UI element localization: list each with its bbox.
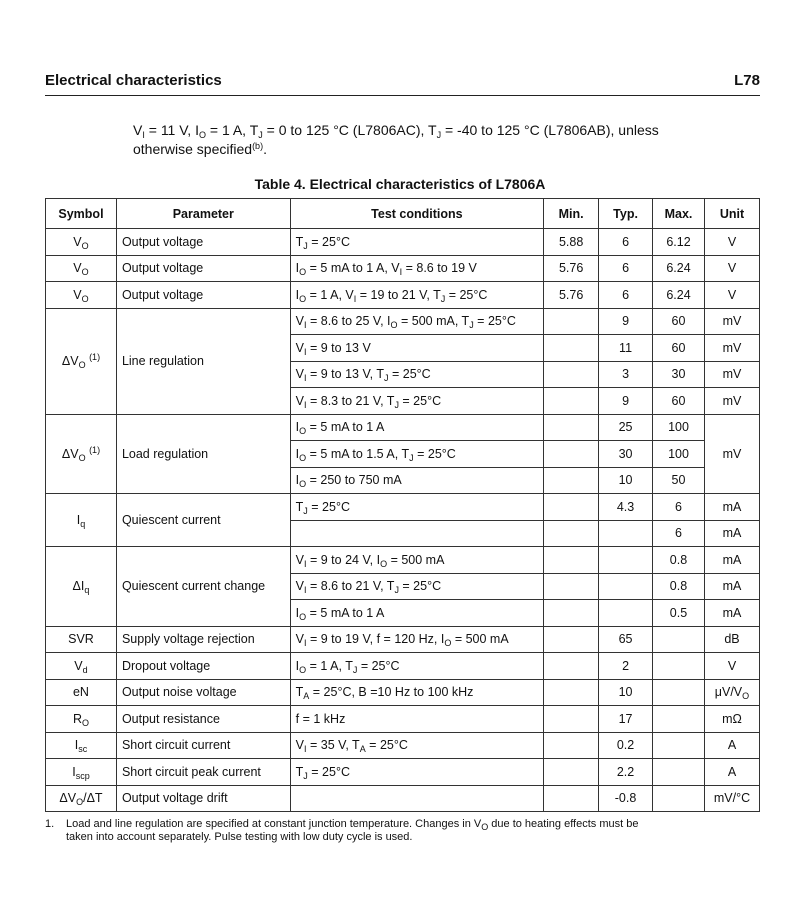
unit-cell: V bbox=[704, 653, 759, 680]
max-cell: 6.24 bbox=[653, 282, 705, 309]
max-cell bbox=[653, 679, 705, 706]
max-cell: 50 bbox=[653, 467, 705, 494]
max-cell: 6.12 bbox=[653, 229, 705, 256]
parameter-cell: Output voltage drift bbox=[116, 785, 290, 812]
symbol-cell: $\Delta V_O$ $^{(1)}$ bbox=[46, 414, 117, 494]
typ-cell: 3 bbox=[599, 361, 653, 388]
parameter-cell: Supply voltage rejection bbox=[116, 626, 290, 653]
table-row bbox=[46, 653, 760, 680]
max-cell bbox=[653, 732, 705, 759]
test-condition-cell: $T_J = 25^\circ C$ bbox=[290, 229, 543, 256]
max-cell bbox=[653, 626, 705, 653]
min-cell bbox=[544, 573, 599, 600]
typ-cell: 0.2 bbox=[599, 732, 653, 759]
intro-line-2: otherwise specified$^{(b)}$. bbox=[133, 141, 267, 157]
parameter-cell: Output voltage bbox=[116, 255, 290, 282]
typ-cell bbox=[599, 573, 653, 600]
intro-line-1: $V_I = 11$ V, $I_O = 1$ A, $T_J = 0$ to 125 °C (L7806AC), $T_J = -40$ to 125 °C (L7806AB), unless bbox=[133, 122, 659, 140]
typ-cell: 30 bbox=[599, 441, 653, 468]
test-condition-cell: $V_I = 9$ to 24 V, $I_O = 500$ mA bbox=[290, 547, 543, 574]
unit-cell: mA bbox=[704, 494, 759, 521]
test-condition-cell: $I_O = 250$ to 750 mA bbox=[290, 467, 543, 494]
symbol-cell: $I_q$ bbox=[46, 494, 117, 547]
header-rule bbox=[45, 95, 760, 96]
unit-cell: mA bbox=[704, 520, 759, 547]
symbol-cell: SVR bbox=[46, 626, 117, 653]
typ-cell: 6 bbox=[599, 229, 653, 256]
parameter-cell: Line regulation bbox=[116, 308, 290, 414]
table-caption: Table 4. Electrical characteristics of L7806A bbox=[254, 176, 546, 192]
table-row bbox=[46, 732, 760, 759]
test-condition-cell: $V_I = 9$ to 19 V, f = 120 Hz, $I_O = 500$ mA bbox=[290, 626, 543, 653]
min-cell bbox=[544, 494, 599, 521]
table-row bbox=[46, 547, 760, 574]
footnote bbox=[45, 818, 755, 844]
typ-cell: 2.2 bbox=[599, 759, 653, 786]
max-cell: 100 bbox=[653, 441, 705, 468]
symbol-cell: $\Delta V_O$ $^{(1)}$ bbox=[46, 308, 117, 414]
test-condition-cell: $I_O = 1$ A, $T_J = 25^\circ C$ bbox=[290, 653, 543, 680]
test-condition-cell: $I_O = 5$ mA to 1 A bbox=[290, 414, 543, 441]
unit-cell: mV/°C bbox=[704, 785, 759, 812]
test-condition-cell bbox=[290, 520, 543, 547]
parameter-cell: Dropout voltage bbox=[116, 653, 290, 680]
parameter-cell: Short circuit current bbox=[116, 732, 290, 759]
table-row bbox=[46, 626, 760, 653]
test-condition-cell: $V_I = 35$ V, $T_A = 25^\circ C$ bbox=[290, 732, 543, 759]
unit-cell: mV bbox=[704, 414, 759, 494]
symbol-cell: $V_d$ bbox=[46, 653, 117, 680]
min-cell bbox=[544, 626, 599, 653]
typ-cell: 25 bbox=[599, 414, 653, 441]
min-cell: 5.88 bbox=[544, 229, 599, 256]
unit-cell: mΩ bbox=[704, 706, 759, 733]
min-cell bbox=[544, 679, 599, 706]
col-header-max: Max. bbox=[653, 199, 705, 229]
test-condition-cell: $V_I = 8.3$ to 21 V, $T_J = 25^\circ C$ bbox=[290, 388, 543, 415]
unit-cell: mA bbox=[704, 547, 759, 574]
table-row bbox=[46, 494, 760, 521]
unit-cell: mA bbox=[704, 573, 759, 600]
col-header-test-conditions: Test conditions bbox=[290, 199, 543, 229]
typ-cell: 65 bbox=[599, 626, 653, 653]
table-header-row bbox=[46, 199, 760, 229]
parameter-cell: Short circuit peak current bbox=[116, 759, 290, 786]
unit-cell: $\mu V/V_O$ bbox=[704, 679, 759, 706]
table-row bbox=[46, 706, 760, 733]
min-cell: 5.76 bbox=[544, 282, 599, 309]
section-title: Electrical characteristics bbox=[45, 72, 222, 89]
col-header-min: Min. bbox=[544, 199, 599, 229]
unit-cell: V bbox=[704, 282, 759, 309]
typ-cell: 17 bbox=[599, 706, 653, 733]
col-header-symbol: Symbol bbox=[46, 199, 117, 229]
unit-cell: dB bbox=[704, 626, 759, 653]
parameter-cell: Output noise voltage bbox=[116, 679, 290, 706]
test-condition-cell: f = 1 kHz bbox=[290, 706, 543, 733]
table-row bbox=[46, 282, 760, 309]
electrical-characteristics-table bbox=[45, 198, 760, 812]
col-header-parameter: Parameter bbox=[116, 199, 290, 229]
table-row bbox=[46, 759, 760, 786]
parameter-cell: Load regulation bbox=[116, 414, 290, 494]
max-cell bbox=[653, 785, 705, 812]
test-condition-cell: $V_I = 8.6$ to 21 V, $T_J = 25^\circ C$ bbox=[290, 573, 543, 600]
max-cell bbox=[653, 653, 705, 680]
col-header-unit: Unit bbox=[704, 199, 759, 229]
typ-cell: 2 bbox=[599, 653, 653, 680]
min-cell bbox=[544, 414, 599, 441]
table-row bbox=[46, 679, 760, 706]
max-cell: 60 bbox=[653, 308, 705, 335]
typ-cell: 6 bbox=[599, 255, 653, 282]
min-cell bbox=[544, 732, 599, 759]
max-cell: 0.8 bbox=[653, 547, 705, 574]
test-condition-cell bbox=[290, 785, 543, 812]
typ-cell: -0.8 bbox=[599, 785, 653, 812]
test-condition-cell: $V_I = 9$ to 13 V, $T_J = 25^\circ C$ bbox=[290, 361, 543, 388]
symbol-cell: $I_{sc}$ bbox=[46, 732, 117, 759]
unit-cell: mA bbox=[704, 600, 759, 627]
min-cell: 5.76 bbox=[544, 255, 599, 282]
min-cell bbox=[544, 335, 599, 362]
unit-cell: mV bbox=[704, 361, 759, 388]
unit-cell: mV bbox=[704, 335, 759, 362]
parameter-cell: Output voltage bbox=[116, 282, 290, 309]
table-body bbox=[46, 229, 760, 812]
min-cell bbox=[544, 600, 599, 627]
unit-cell: V bbox=[704, 255, 759, 282]
footnote-number: 1. bbox=[45, 818, 55, 830]
typ-cell: 9 bbox=[599, 308, 653, 335]
max-cell: 100 bbox=[653, 414, 705, 441]
table-row bbox=[46, 255, 760, 282]
parameter-cell: Output resistance bbox=[116, 706, 290, 733]
conditions-intro bbox=[133, 121, 753, 159]
footnote-line-1: Load and line regulation are specified at constant junction temperature. Changes in $V_O$ due to heating effects must be bbox=[66, 818, 639, 832]
table-row bbox=[46, 785, 760, 812]
min-cell bbox=[544, 467, 599, 494]
table-row bbox=[46, 308, 760, 335]
unit-cell: A bbox=[704, 732, 759, 759]
min-cell bbox=[544, 308, 599, 335]
min-cell bbox=[544, 547, 599, 574]
parameter-cell: Quiescent current bbox=[116, 494, 290, 547]
col-header-typ: Typ. bbox=[599, 199, 653, 229]
test-condition-cell: $T_J = 25^\circ C$ bbox=[290, 494, 543, 521]
symbol-cell: $I_{scp}$ bbox=[46, 759, 117, 786]
unit-cell: A bbox=[704, 759, 759, 786]
max-cell: 0.5 bbox=[653, 600, 705, 627]
max-cell: 30 bbox=[653, 361, 705, 388]
max-cell bbox=[653, 706, 705, 733]
max-cell: 60 bbox=[653, 335, 705, 362]
symbol-cell: $R_O$ bbox=[46, 706, 117, 733]
typ-cell bbox=[599, 600, 653, 627]
test-condition-cell: $V_I = 9$ to 13 V bbox=[290, 335, 543, 362]
max-cell: 60 bbox=[653, 388, 705, 415]
symbol-cell: $V_O$ bbox=[46, 229, 117, 256]
symbol-cell: $V_O$ bbox=[46, 282, 117, 309]
symbol-cell: $V_O$ bbox=[46, 255, 117, 282]
test-condition-cell: $I_O = 5$ mA to 1.5 A, $T_J = 25^\circ C$ bbox=[290, 441, 543, 468]
typ-cell: 10 bbox=[599, 679, 653, 706]
table-row bbox=[46, 229, 760, 256]
max-cell: 6 bbox=[653, 494, 705, 521]
symbol-cell: $\Delta I_q$ bbox=[46, 547, 117, 627]
table-row bbox=[46, 414, 760, 441]
typ-cell: 9 bbox=[599, 388, 653, 415]
parameter-cell: Quiescent current change bbox=[116, 547, 290, 627]
test-condition-cell: $V_I = 8.6$ to 25 V, $I_O = 500$ mA, $T_J = 25^\circ C$ bbox=[290, 308, 543, 335]
test-condition-cell: $I_O = 5$ mA to 1 A bbox=[290, 600, 543, 627]
unit-cell: mV bbox=[704, 308, 759, 335]
unit-cell: mV bbox=[704, 388, 759, 415]
symbol-cell: $\Delta V_O/\Delta T$ bbox=[46, 785, 117, 812]
parameter-cell: Output voltage bbox=[116, 229, 290, 256]
test-condition-cell: $I_O = 5$ mA to 1 A, $V_I = 8.6$ to 19 V bbox=[290, 255, 543, 282]
max-cell bbox=[653, 759, 705, 786]
min-cell bbox=[544, 653, 599, 680]
max-cell: 6.24 bbox=[653, 255, 705, 282]
typ-cell: 10 bbox=[599, 467, 653, 494]
min-cell bbox=[544, 388, 599, 415]
max-cell: 6 bbox=[653, 520, 705, 547]
unit-cell: V bbox=[704, 229, 759, 256]
min-cell bbox=[544, 759, 599, 786]
test-condition-cell: $T_A = 25^\circ C$, B =10 Hz to 100 kHz bbox=[290, 679, 543, 706]
typ-cell: 11 bbox=[599, 335, 653, 362]
typ-cell bbox=[599, 547, 653, 574]
min-cell bbox=[544, 441, 599, 468]
footnote-line-2: taken into account separately. Pulse testing with low duty cycle is used. bbox=[66, 831, 413, 843]
part-number: L78 bbox=[734, 72, 760, 89]
symbol-cell: eN bbox=[46, 679, 117, 706]
test-condition-cell: $T_J = 25^\circ C$ bbox=[290, 759, 543, 786]
typ-cell: 4.3 bbox=[599, 494, 653, 521]
max-cell: 0.8 bbox=[653, 573, 705, 600]
min-cell bbox=[544, 520, 599, 547]
min-cell bbox=[544, 361, 599, 388]
test-condition-cell: $I_O = 1$ A, $V_I = 19$ to 21 V, $T_J = 25^\circ C$ bbox=[290, 282, 543, 309]
typ-cell bbox=[599, 520, 653, 547]
min-cell bbox=[544, 706, 599, 733]
typ-cell: 6 bbox=[599, 282, 653, 309]
min-cell bbox=[544, 785, 599, 812]
